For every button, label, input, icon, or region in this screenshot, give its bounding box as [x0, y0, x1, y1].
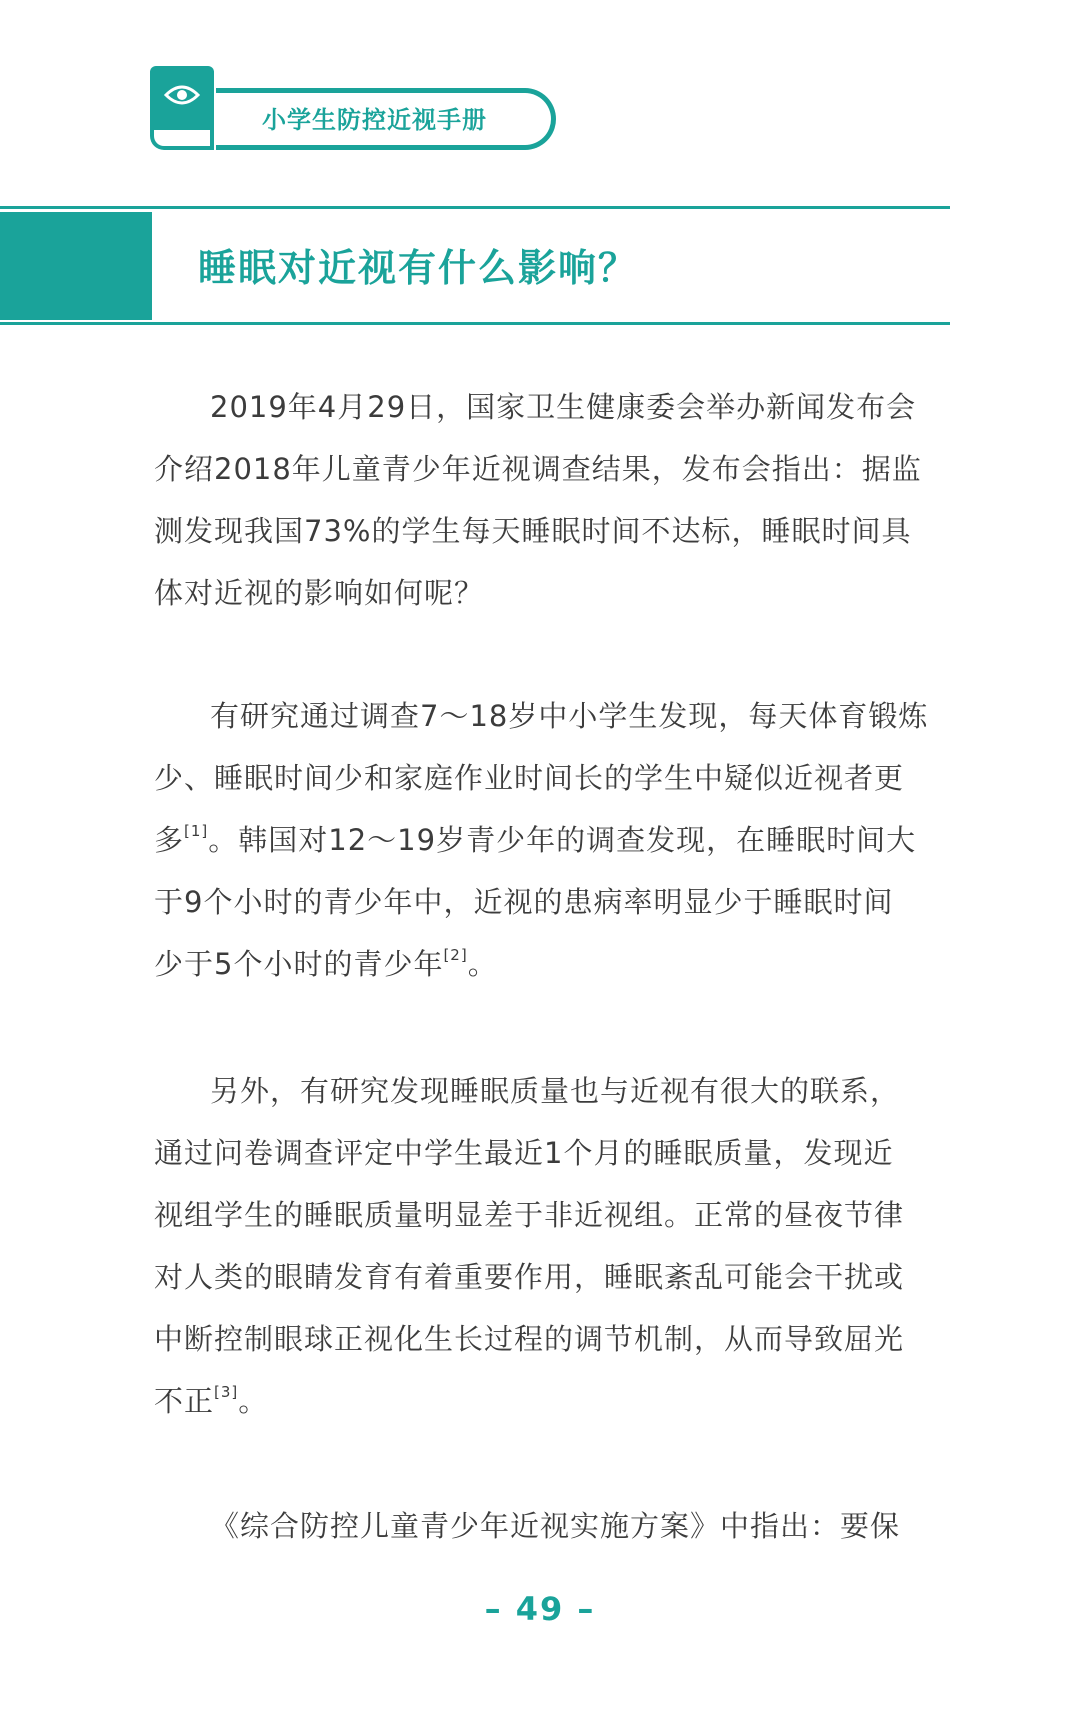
citation-1: [1] [184, 822, 209, 840]
paragraph-1: 2019年4月29日，国家卫生健康委会举办新闻发布会 介绍2018年儿童青少年近视调查结果，发布会指出：据监 测发现我国73%的学生每天睡眠时间不达标，睡眠时间具 体对近视的影响如何呢？ [154, 390, 922, 610]
heading-rule-top [0, 206, 950, 209]
paragraph-2: 有研究通过调查7～18岁中小学生发现，每天体育锻炼 少、睡眠时间少和家庭作业时间长的学生中疑似近视者更 多[1]。韩国对12～19岁青少年的调查发现，在睡眠时间大 于9个小时的青少年中，近视的患病率明显少于睡眠时间 少于5个小时的青少年[2]。 [154, 699, 929, 981]
handbook-badge [150, 66, 560, 156]
citation-3: [3] [214, 1383, 239, 1401]
book-spine [150, 126, 214, 150]
eye-icon [150, 66, 214, 130]
paragraph-4: 《综合防控儿童青少年近视实施方案》中指出：要保 [210, 1509, 901, 1543]
heading-rule-bottom [0, 322, 950, 325]
heading-accent-block [0, 212, 152, 320]
section-heading: 睡眠对近视有什么影响？ [198, 246, 639, 290]
paragraph-3: 另外，有研究发现睡眠质量也与近视有很大的联系， 通过问卷调查评定中学生最近1个月的睡眠质量，发现近 视组学生的睡眠质量明显差于非近视组。正常的昼夜节律 对人类的眼睛发育有着重要作用，睡眠紊乱可能会干扰或 中断控制眼球正视化生长过程的调节机制，从而导致屈光 不正[3]。 [154, 1074, 905, 1418]
page-number: – 49 – [484, 1590, 596, 1628]
citation-2: [2] [443, 946, 468, 964]
handbook-title: 小学生防控近视手册 [262, 106, 487, 134]
